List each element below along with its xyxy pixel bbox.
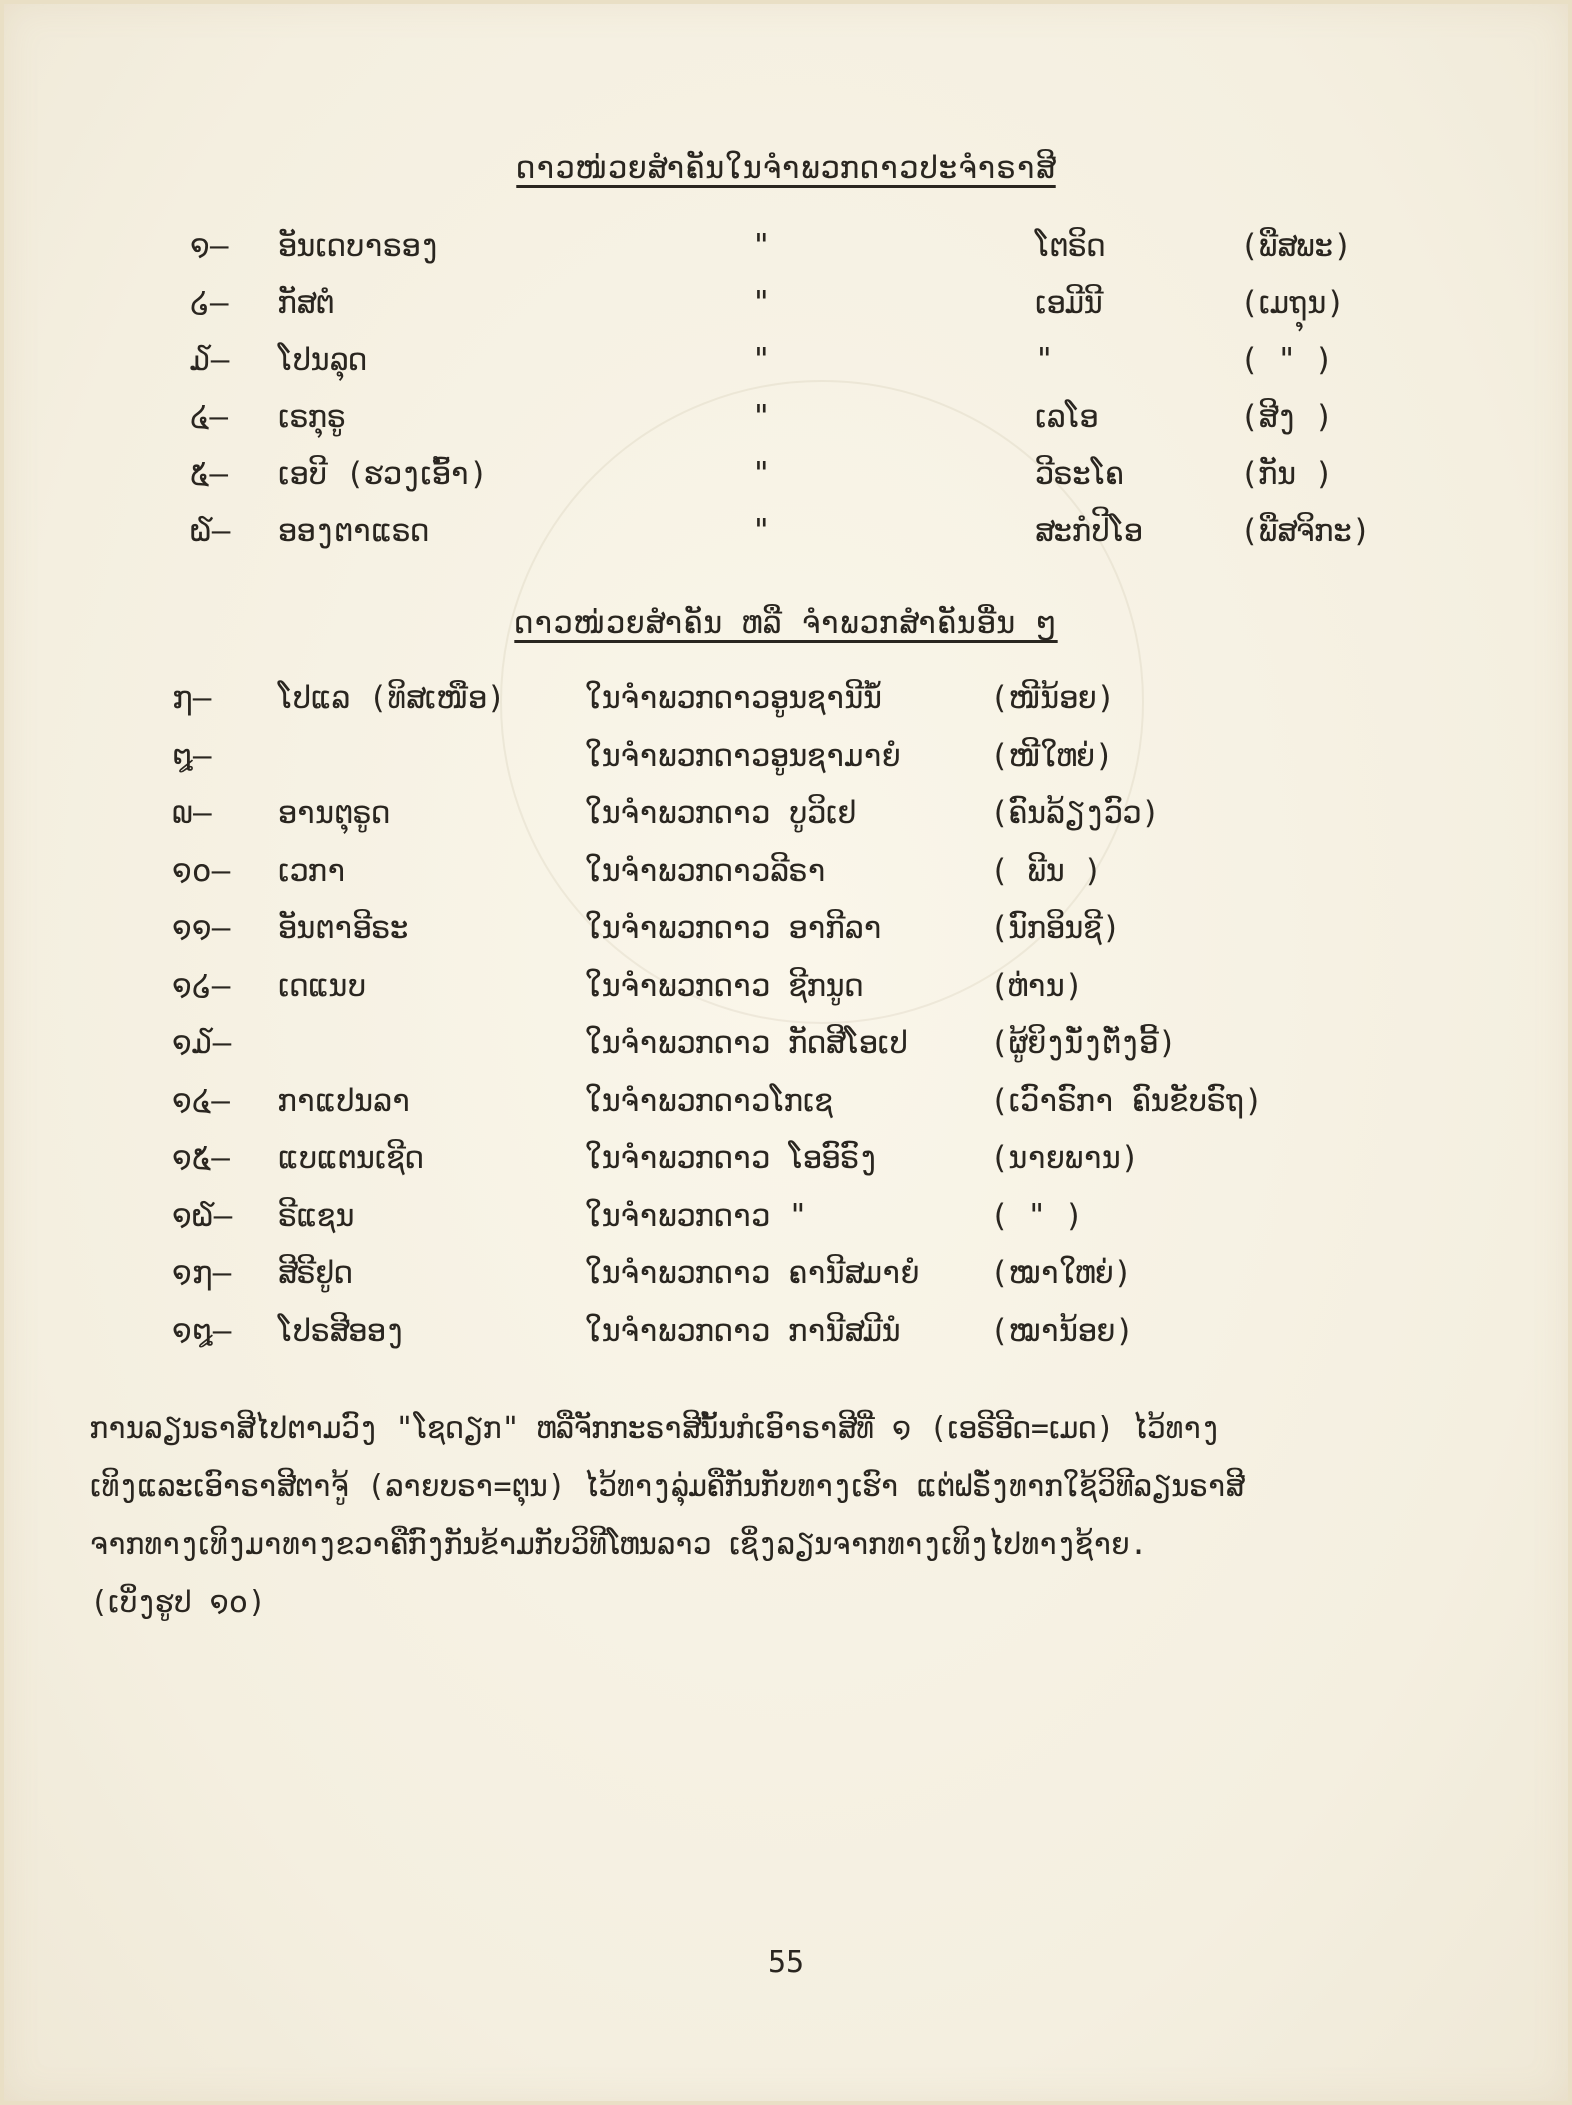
row-number: ໗– [172, 680, 212, 716]
constellation-name: ໃນຈຳພວກດາວ ຄານີສມາຍໍ [585, 1255, 920, 1291]
table-row [0, 1140, 1572, 1190]
meaning-note: (ຜູ້ຍິງນັ່ງຕັ່ງອີ້) [990, 1025, 1177, 1061]
meaning-note: (ໝານ້ອຍ) [990, 1312, 1134, 1349]
meaning-note: ( " ) [990, 1197, 1084, 1234]
star-name: ເວກາ [278, 852, 346, 889]
zodiac-note: (ເມຖຸນ) [1240, 285, 1345, 321]
meaning-note: (ຫ່ານ) [990, 967, 1084, 1004]
table-row [0, 968, 1572, 1018]
constellation-name: ໃນຈຳພວກດາວ ຊີກນູດ [585, 967, 864, 1004]
row-number: ໑໖– [172, 1197, 233, 1234]
zodiac-note: (ກັນ ) [1240, 456, 1334, 492]
star-name: ໂປຣສີອອງ [278, 1312, 405, 1349]
star-name: ອັນເດບາຣອງ [278, 228, 439, 264]
paragraph-line: ເທິງແລະເອົາຣາສີຕາຈູ້ (ລາຍບຣາ=ຕຸນ) ໄວ້ທາງລຸ່ມຄືກັນກັບທາງເຮົາ ແຕ່ຝຣັ່ງທາກໃຊ້ວິທີລຽນຣາສີ [90, 1469, 1244, 1504]
constellation-name: ສະກໍປີໂອ [1035, 513, 1143, 549]
constellation-name: ໃນຈຳພວກດາວ ບູວິເຢ [585, 795, 857, 831]
meaning-note: ( ພີນ ) [990, 852, 1102, 889]
heading-other-stars: ດາວໜ່ວຍສຳຄັນ ຫລື ຈຳພວກສຳຄັນອື່ນ ໆ [514, 605, 1058, 641]
constellation-name: ໃນຈຳພວກດາວ ການີສມີນໍ [585, 1312, 901, 1349]
constellation-name: ໃນຈຳພວກດາວ ອາກີລາ [585, 910, 882, 946]
table-row [0, 680, 1572, 730]
row-number: ໑໐– [172, 852, 231, 889]
ditto-mark: " [752, 513, 771, 549]
star-name: ເອບີ (ຮວງເອົ້າ) [278, 456, 488, 492]
table-row [0, 399, 1572, 449]
star-name: ໂປນລຸດ [278, 342, 367, 378]
table-row [0, 1025, 1572, 1075]
constellation-name: ໃນຈຳພວກດາວໂກເຊ [585, 1082, 834, 1119]
table-row [0, 853, 1572, 903]
constellation-name: ເອມີນີ [1035, 285, 1103, 321]
star-name: ເດແນບ [278, 967, 366, 1004]
row-number: ໒– [190, 285, 229, 321]
row-number: ໑໑– [172, 910, 231, 946]
meaning-note: (ຄົນລ້ຽງວົວ) [990, 795, 1160, 831]
table-row [0, 228, 1572, 278]
constellation-name: ໃນຈຳພວກດາວ ໂອອົຣົງ [585, 1140, 878, 1176]
table-row [0, 285, 1572, 335]
constellation-name: ໃນຈຳພວກດາວອູນຊານີນ້ໍ [585, 680, 882, 716]
table-row [0, 456, 1572, 506]
row-number: ໑– [190, 228, 229, 264]
meaning-note: (ໝາໃຫຍ່) [990, 1255, 1133, 1291]
table-row [0, 1083, 1572, 1133]
paragraph-line: (ເບິ່ງຮູປ ໑໐) [90, 1585, 266, 1620]
table-row [0, 1313, 1572, 1363]
star-name: ກາແປນລາ [278, 1082, 411, 1119]
zodiac-note: (ພືສຈິກະ) [1240, 513, 1371, 549]
star-name: ກັສຕໍ [278, 285, 334, 321]
meaning-note: (ນົກອິນຊີ) [990, 910, 1121, 946]
meaning-note: (ໜີໃຫຍ່) [990, 737, 1114, 774]
body-paragraph [90, 1400, 1480, 1632]
constellation-name: ໃນຈຳພວກດາວອູນຊາມາຍໍ [585, 737, 901, 774]
table-row [0, 738, 1572, 788]
zodiac-note: (ພືສພະ) [1240, 228, 1352, 264]
table-row [0, 910, 1572, 960]
row-number: ໓– [190, 342, 230, 378]
ditto-mark: " [752, 228, 771, 264]
star-name: ແບແຕນເຊີດ [278, 1140, 424, 1176]
star-name: ອອງຕາແຣດ [278, 513, 430, 549]
meaning-note: (ນາຍພານ) [990, 1140, 1140, 1176]
star-name: ອານຕຸຣູດ [278, 795, 390, 831]
constellation-name: ໃນຈຳພວກດາວ " [585, 1197, 808, 1234]
constellation-name: ເລໂອ [1035, 399, 1099, 435]
constellation-name: ໃນຈຳພວກດາວ ກັດສີໂອເປ [585, 1025, 908, 1061]
table-row [0, 1255, 1572, 1305]
star-name: ໂປແລ (ທິສເໜືອ) [278, 680, 506, 716]
row-number: ໑໗– [172, 1255, 232, 1291]
meaning-note: (ເວົາຣົກາ ຄົນຂັບຣົຖ) [990, 1082, 1263, 1119]
paragraph-line: ການລຽນຣາສີໄປຕາມວົງ "ໂຊດຽກ" ຫລືຈັກກະຣາສີນັ້ນກໍເອົາຣາສີທີ່ ໑ (ເອຣີອີດ=ເມດ) ໄວ້ທາງ [90, 1411, 1220, 1446]
row-number: ໖– [190, 513, 231, 549]
constellation-name: " [1035, 342, 1054, 378]
row-number: ໑໔– [172, 1082, 230, 1119]
row-number: ໘– [172, 737, 212, 774]
star-name: ເຣກຸຣູ [278, 399, 346, 435]
star-name: ຣີແຊນ [278, 1197, 355, 1234]
row-number: ໑໘– [172, 1312, 232, 1349]
meaning-note: (ໜີນ້ອຍ) [990, 680, 1116, 716]
zodiac-note: (ສີງ ) [1240, 399, 1334, 435]
star-name: ສີຣີຢູດ [278, 1255, 353, 1291]
table-row [0, 795, 1572, 845]
ditto-mark: " [752, 342, 771, 378]
ditto-mark: " [752, 456, 771, 492]
star-name: ອັນຕາອີຣະ [278, 910, 409, 946]
row-number: ໔– [190, 399, 229, 435]
heading-zodiac-stars: ດາວໜ່ວຍສຳຄັນໃນຈຳພວກດາວປະຈຳຣາສີ [516, 150, 1056, 186]
ditto-mark: " [752, 285, 771, 321]
zodiac-note: ( " ) [1240, 342, 1334, 378]
row-number: ໙– [172, 795, 212, 831]
ditto-mark: " [752, 399, 771, 435]
row-number: ໑໕– [172, 1140, 230, 1176]
page-number: 55 [767, 1945, 805, 1980]
row-number: ໕– [190, 456, 229, 492]
row-number: ໑໓– [172, 1025, 232, 1061]
table-row [0, 342, 1572, 392]
paragraph-line: ຈາກທາງເທິງມາທາງຂວາຄືກົງກັນຂ້າມກັບວິທີໂຫນລາວ ເຊິ່ງລຽນຈາກທາງເທິງໄປທາງຊ້າຍ. [90, 1527, 1148, 1562]
row-number: ໑໒– [172, 967, 231, 1004]
constellation-name: ໂຕຣິດ [1035, 228, 1106, 264]
constellation-name: ໃນຈຳພວກດາວລີຣາ [585, 852, 826, 889]
table-row [0, 513, 1572, 563]
constellation-name: ວີຣະໂຄ [1035, 456, 1124, 492]
table-row [0, 1198, 1572, 1248]
